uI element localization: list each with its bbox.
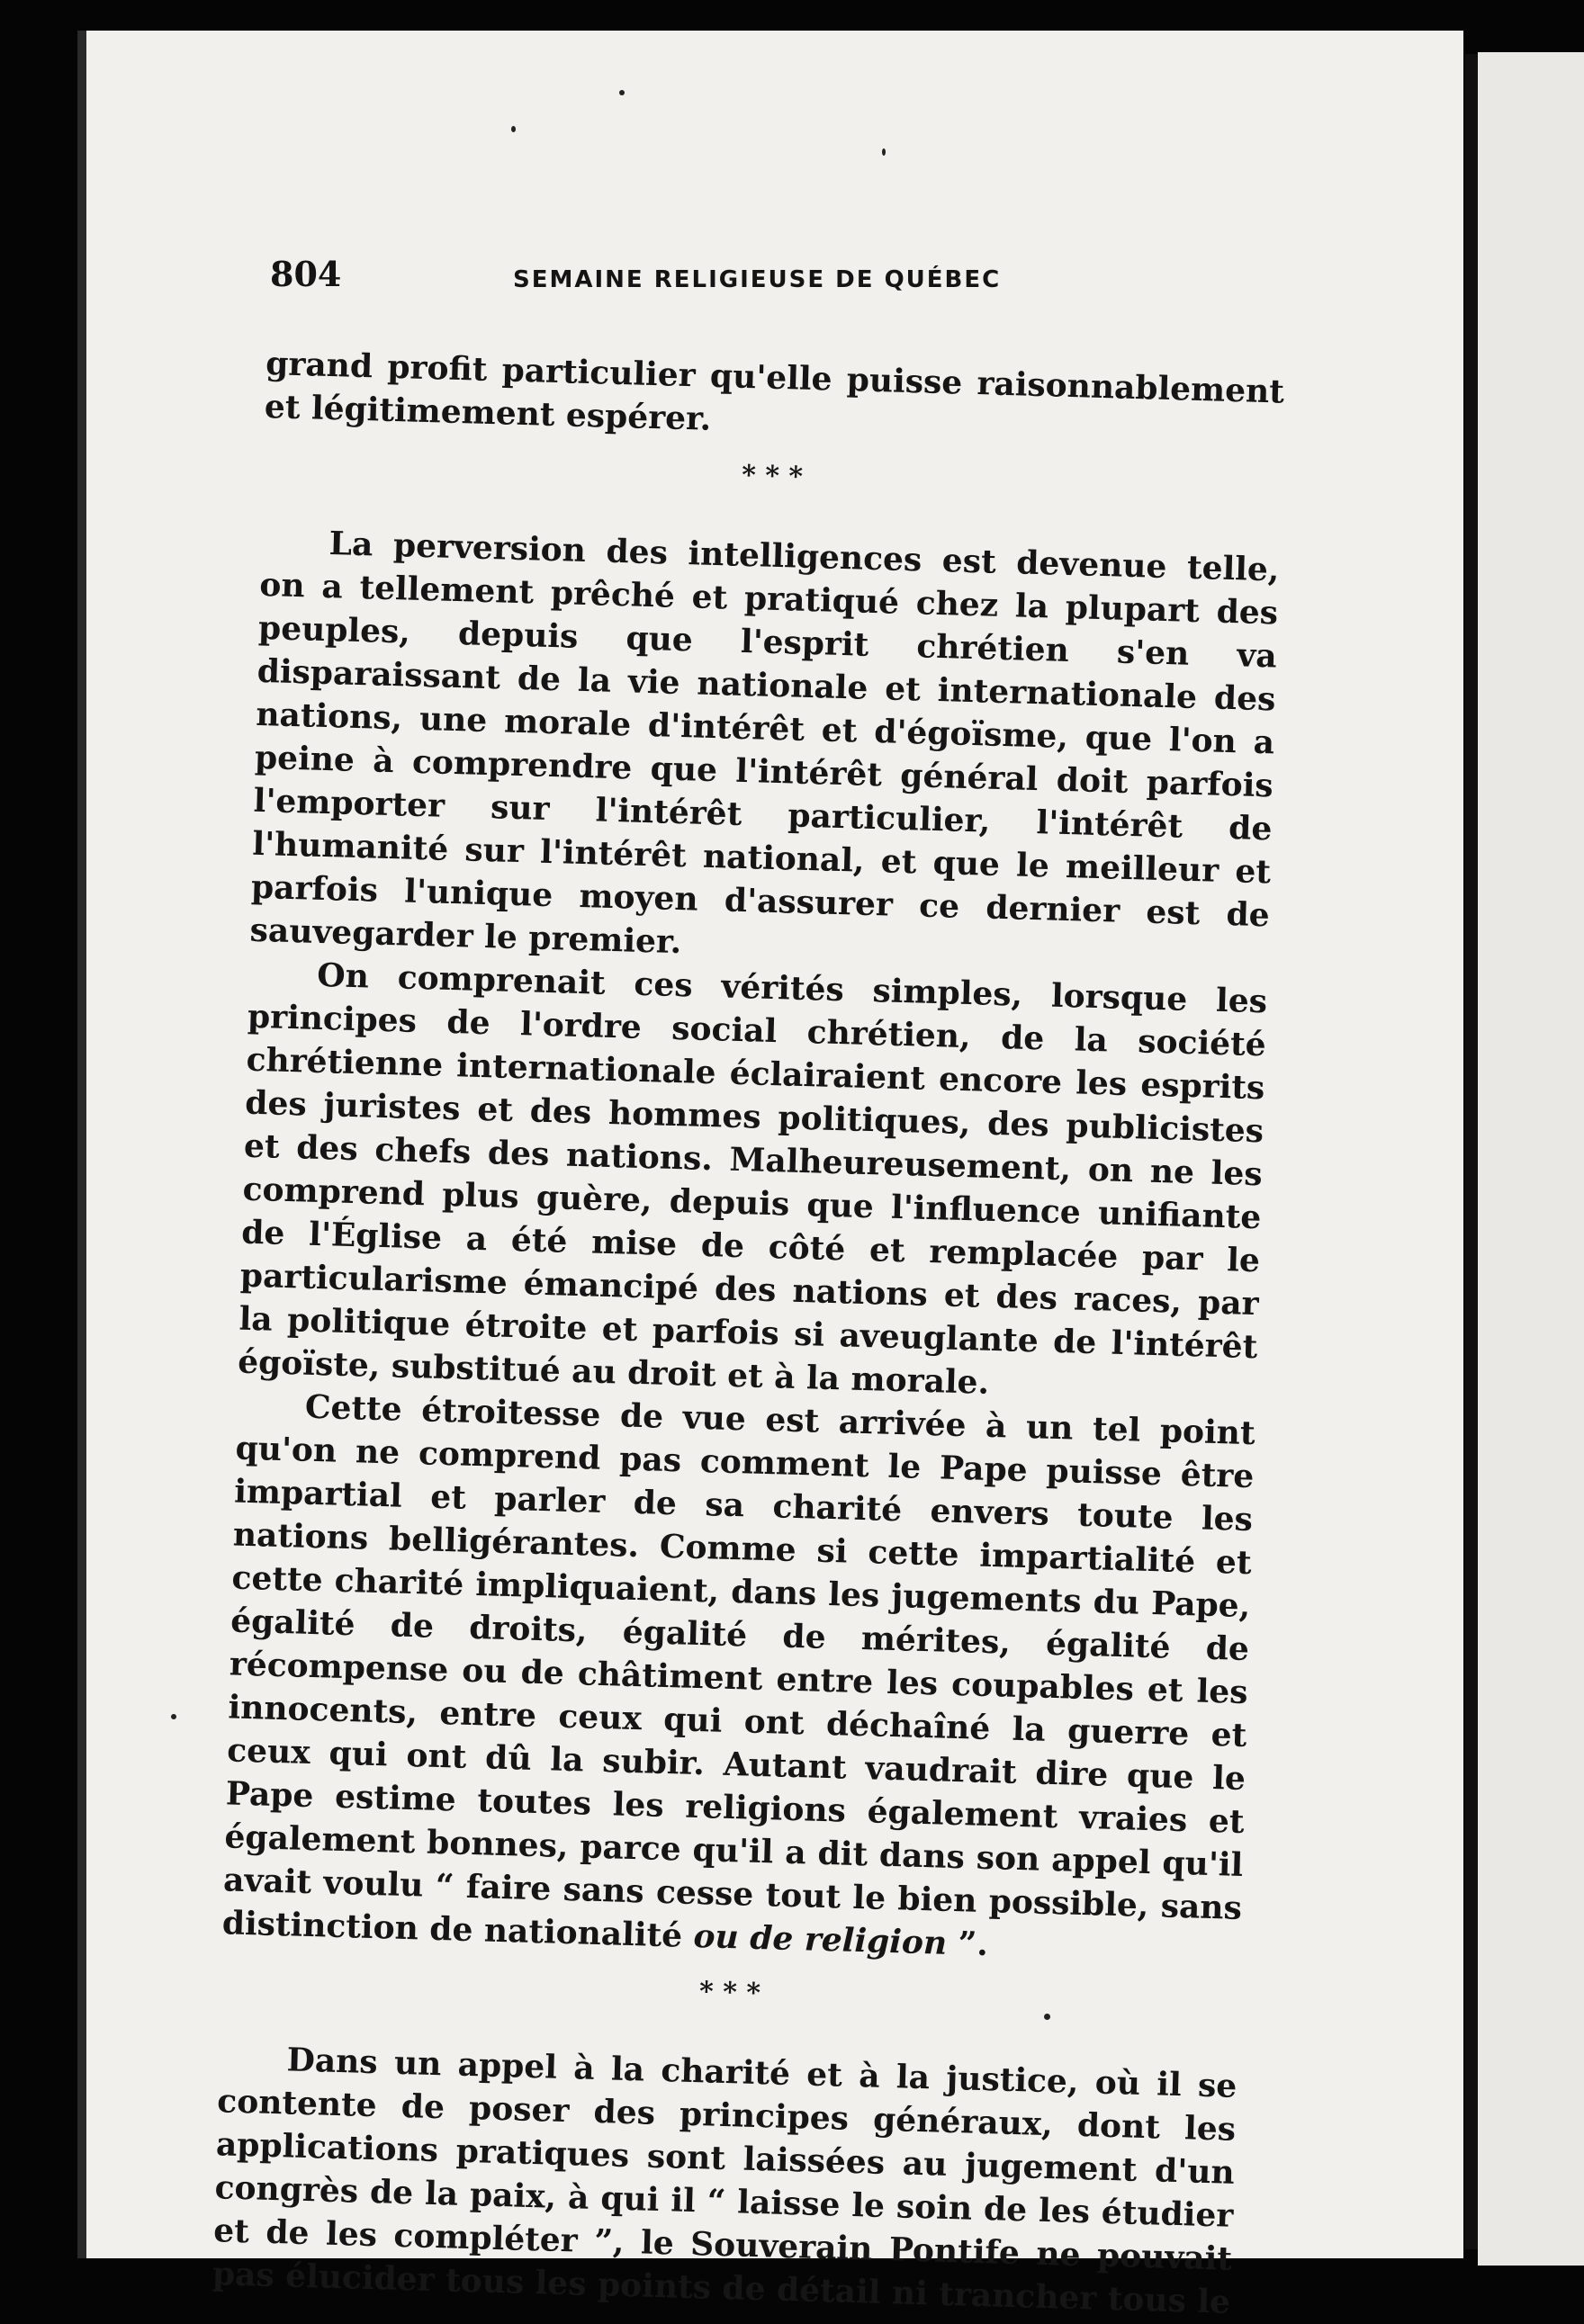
running-head: SEMAINE RELIGIEUSE DE QUÉBEC: [513, 266, 1002, 293]
page-number: 804: [270, 254, 342, 294]
dust-speck: [619, 90, 625, 95]
asterism-glyph: * * *: [741, 459, 804, 493]
paragraph-etroitesse: [221, 1384, 1256, 1973]
paragraph-etroitesse-end: ”.: [946, 1924, 989, 1964]
page-gutter: [1465, 54, 1478, 2249]
body-text: [212, 342, 1284, 2324]
dust-speck: [882, 148, 886, 156]
paragraph-continuation: grand profit particulier qu'elle puisse raisonnablement et légitimement espérer.: [264, 344, 1285, 438]
dust-speck: [1044, 2014, 1050, 2020]
italic-phrase: ou de religion: [693, 1916, 948, 1962]
adjacent-page-edge: [1478, 52, 1584, 2266]
asterism-glyph-2: * * *: [698, 1976, 761, 2010]
paragraph-etroitesse-text: Cette étroitesse de vue est arrivée à un tel point qu'on ne comprend pas comment le Pape puisse être impartial et parler de sa charité envers toute les nations belligérantes. Comme si cette impartialité et cette charité impliquaient, dans les jugements du Pape, égalité de droits, égalité de mérites, égalité de récompense ou de châtiment entre les coupables et les innocents, entre ceux qui ont déchaîné la guerre et ceux qui ont dû la subir. Autant vaudrait dire que le Pape estime toutes les religions également vraies et également bonnes, parce qu'il a dit dans son appel qu'il avait voulu “ faire sans cesse tout le bien possible, sans distinction de nationalité: [221, 1387, 1256, 1955]
paragraph-appel: Dans un appel à la charité et à la justice, où il se contente de poser des principes généraux, dont les applications pratiques sont laissées au jugement d'un congrès de la paix, à qui il “ laisse le soin de les étudier et de les compléter ”, le Souverain Pontife ne pouvait pas élucider tous les points de détail ni trancher tous le: [212, 2041, 1238, 2321]
dust-speck: [511, 126, 516, 132]
page-header: [270, 254, 1062, 308]
dust-speck: [171, 1714, 176, 1719]
paragraph-comprenait: On comprenait ces vérités simples, lorsque les principes de l'ordre social chrétien, de la société chrétienne internationale éclairaient encore les esprits des juristes et des hommes politiques, des publicistes et des chefs des nations. Malheureusement, on ne les comprend plus guère, depuis que l'influence unifiante de l'Église a été mise de côté et remplacée par le particularisme émancipé des nations et des races, par la politique étroite et parfois si aveuglante de l'intérêt égoïste, substitué au droit et à la morale.: [237, 956, 1268, 1402]
paragraph-perversion: La perversion des intelligences est devenue telle, on a tellement prêché et pratiqué chez la plupart des peuples, depuis que l'esprit chrétien s'en va disparaissant de la vie nationale et internationale des nations, une morale d'intérêt et d'égoïsme, que l'on a peine à comprendre que l'intérêt général doit parfois l'emporter sur l'intérêt particulier, l'intérêt de l'humanité sur l'intérêt national, et que le meilleur et parfois l'unique moyen d'assurer ce dernier est de sauvegarder le premier.: [249, 525, 1280, 962]
